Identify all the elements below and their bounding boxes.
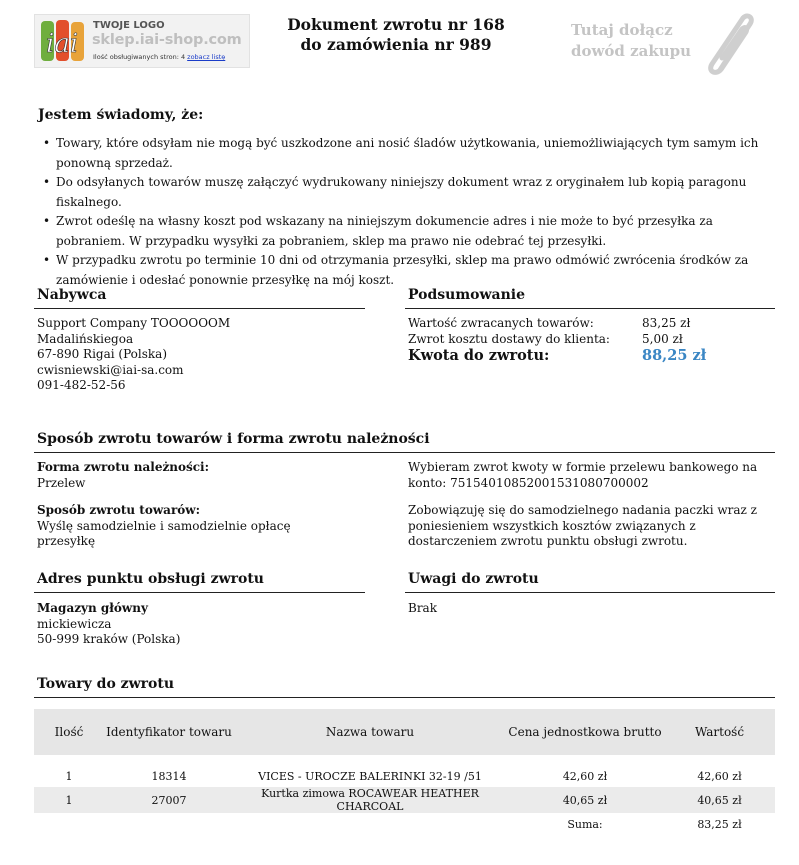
item-value: 40,65 zł xyxy=(664,787,775,813)
summary-heading: Podsumowanie xyxy=(408,287,526,303)
document-title-line2: do zamówienia nr 989 xyxy=(300,35,492,54)
buyer-name: Support Company TOOOOOOM xyxy=(37,316,231,330)
awareness-point: • Towary, które odsyłam nie mogą być uszkodzone ani nosić śladów użytkowania, uniemożliwiających tym samym ich ponowną sprzedaż. xyxy=(38,134,776,173)
logo-pages-label: Ilość obsługiwanych stron: 4 xyxy=(93,53,186,61)
awareness-point: • Do odsyłanych towarów muszę załączyć wydrukowany niniejszy dokument wraz z oryginałem lub kopią paragonu fiskalnego. xyxy=(38,173,776,212)
logo-title: TWOJE LOGO xyxy=(93,20,165,31)
summary-divider xyxy=(405,308,775,309)
transfer-text: Wybieram zwrot kwoty w formie przelewu bankowego na konto: 75154010852001531080700002 xyxy=(408,460,758,490)
buyer-divider xyxy=(34,308,365,309)
item-qty: 1 xyxy=(34,787,104,813)
column-header: Wartość xyxy=(664,709,775,755)
return-method-label: Sposób zwrotu towarów: xyxy=(37,503,201,517)
awareness-point: • Zwrot odeślę na własny koszt pod wskazany na niniejszym dokumencie adres i nie może to być przesyłka za pobraniem. W przypadku wysyłki za pobraniem, sklep ma prawo nie odebrać tej przesyłki. xyxy=(38,212,776,251)
proof-of-purchase-note xyxy=(571,20,691,62)
buyer-details xyxy=(37,316,230,394)
item-id: 27007 xyxy=(104,787,234,813)
buyer-street: Madalińskiegoa xyxy=(37,331,134,346)
item-value: 42,60 zł xyxy=(697,769,742,783)
column-header: Identyfikator towaru xyxy=(104,709,234,755)
awareness-heading: Jestem świadomy, że: xyxy=(38,107,204,123)
commitment-text: Zobowiązuję się do samodzielnego nadania paczki wraz z poniesieniem wszystkich kosztów związanych z dostarczeniem zwrotu punktu obsługi zwrotu. xyxy=(408,503,757,548)
service-point-address xyxy=(37,601,180,648)
sum-label: Suma: xyxy=(567,817,603,831)
refund-total-value: 88,25 zł xyxy=(642,347,707,364)
shipping-refund-label: Zwrot kosztu dostawy do klienta: xyxy=(408,332,610,346)
item-name: Kurtka zimowa ROCAWEAR HEATHER CHARCOAL xyxy=(234,787,506,813)
service-point-divider xyxy=(34,592,365,593)
returned-value-label: Wartość zwracanych towarów: xyxy=(408,316,594,330)
service-point-name: Magazyn główny xyxy=(37,601,148,615)
paperclip-icon xyxy=(700,10,762,76)
svg-text:iai: iai xyxy=(46,29,79,59)
item-price: 42,60 zł xyxy=(562,769,608,783)
table-row xyxy=(34,765,775,787)
refund-form xyxy=(37,460,357,491)
column-header: Ilość xyxy=(34,709,104,755)
items-heading: Towary do zwrotu xyxy=(37,676,175,692)
table-row xyxy=(34,787,775,813)
return-method xyxy=(37,503,297,550)
remarks-divider xyxy=(405,592,775,593)
logo-mark-icon xyxy=(40,18,86,64)
logo-pages-link[interactable]: zobacz listę xyxy=(187,53,226,61)
buyer-email: cwisniewski@iai-sa.com xyxy=(37,362,184,377)
buyer-phone: 091-482-52-56 xyxy=(37,378,126,392)
refund-form-value: Przelew xyxy=(37,475,86,490)
item-id: 18314 xyxy=(151,769,187,783)
refund-form-label: Forma zwrotu należności: xyxy=(37,460,210,474)
logo-url: sklep.iai-shop.com xyxy=(92,32,242,48)
service-point-street: mickiewicza xyxy=(37,616,112,631)
document-title-line1: Dokument zwrotu nr 168 xyxy=(287,15,505,34)
column-header: Nazwa towaru xyxy=(234,709,506,755)
item-price: 40,65 zł xyxy=(506,787,664,813)
table-sum-row xyxy=(34,813,775,835)
remarks-heading: Uwagi do zwrotu xyxy=(408,571,539,587)
items-table xyxy=(34,709,775,835)
remarks-text: Brak xyxy=(408,601,437,615)
sum-value: 83,25 zł xyxy=(697,817,742,831)
buyer-heading: Nabywca xyxy=(37,287,107,303)
column-header: Cena jednostkowa brutto xyxy=(506,709,664,755)
refund-total-label: Kwota do zwrotu: xyxy=(408,347,550,364)
item-qty: 1 xyxy=(65,769,73,783)
awareness-list xyxy=(38,134,776,290)
table-spacer xyxy=(34,755,775,765)
method-heading: Sposób zwrotu towarów i forma zwrotu należności xyxy=(37,431,430,447)
method-divider xyxy=(34,452,775,453)
logo-pages-info xyxy=(93,53,225,61)
buyer-city: 67-890 Rigai (Polska) xyxy=(37,347,168,361)
awareness-point: • W przypadku zwrotu po terminie 10 dni od otrzymania przesyłki, sklep ma prawo odmówić zwrócenia środków za zamówienie i odesłać ponownie przesyłkę na mój koszt. xyxy=(38,251,776,290)
service-point-heading: Adres punktu obsługi zwrotu xyxy=(37,571,264,587)
return-method-value: Wyślę samodzielnie i samodzielnie opłacę przesyłkę xyxy=(37,518,291,548)
proof-line2: dowód zakupu xyxy=(571,42,692,60)
returned-value: 83,25 zł xyxy=(642,316,691,330)
items-divider xyxy=(34,697,775,698)
service-point-city: 50-999 kraków (Polska) xyxy=(37,632,181,646)
shop-logo xyxy=(34,14,250,68)
shipping-refund-value: 5,00 zł xyxy=(642,332,683,346)
item-name: VICES - UROCZE BALERINKI 32-19 /51 xyxy=(258,769,482,783)
proof-line1: Tutaj dołącz xyxy=(571,21,673,39)
document-title xyxy=(250,15,542,55)
items-header-row xyxy=(34,709,775,755)
